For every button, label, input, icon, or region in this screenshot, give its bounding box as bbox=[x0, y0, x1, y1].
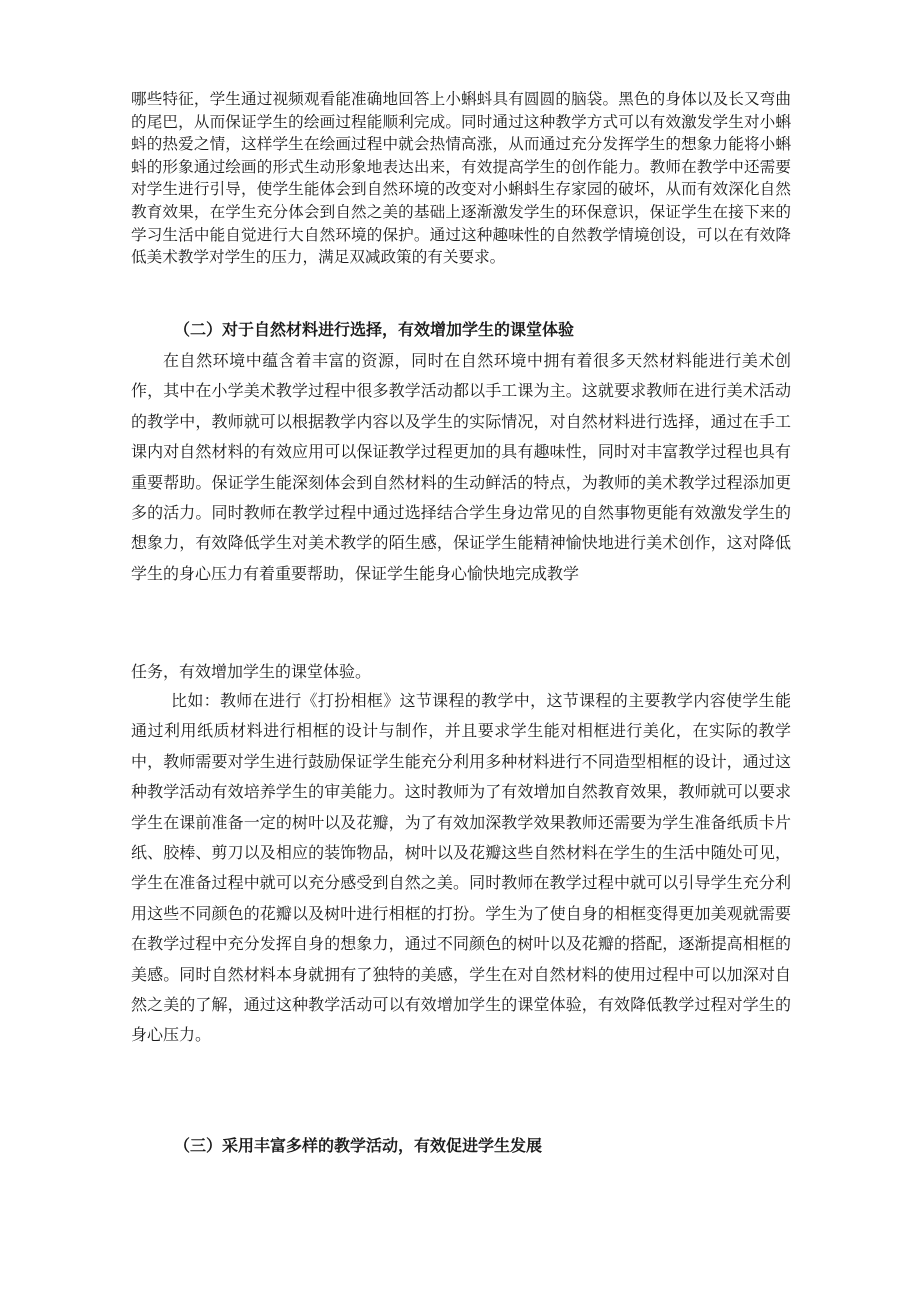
section-heading-teaching-activities: （三）采用丰富多样的教学活动，有效促进学生发展 bbox=[174, 1136, 543, 1155]
paragraph-photo-frame-example: 比如：教师在进行《打扮相框》这节课程的教学中，这节课程的主要教学内容使学生能通过利用纸质材料进行相框的设计与制作，并且要求学生能对相框进行美化，在实际的教学中，教师需要对学生进行鼓励保证学生能充分利用多种材料进行不同造型相框的设计，通过这种教学活动有效培养学生的审美能力。这时教师为了有效增加自然教育效果，教师就可以要求学生在课前准备一定的树叶以及花瓣，为了有效加深教学效果教师还需要为学生准备纸质卡片纸、胶棒、剪刀以及相应的装饰物品，树叶以及花瓣这些自然材料在学生的生活中随处可见，学生在准备过程中就可以充分感受到自然之美。同时教师在教学过程中就可以引导学生充分利用这些不同颜色的花瓣以及树叶进行相框的打扮。学生为了使自身的相框变得更加美观就需要在教学过程中充分发挥自身的想象力，通过不同颜色的树叶以及花瓣的搭配，逐渐提高相框的美感。同时自然材料本身就拥有了独特的美感，学生在对自然材料的使用过程中可以加深对自然之美的了解，通过这种教学活动可以有效增加学生的课堂体验，有效降低教学过程对学生的身心压力。 bbox=[131, 691, 791, 1045]
paragraph-natural-materials: 在自然环境中蕴含着丰富的资源，同时在自然环境中拥有着很多天然材料能进行美术创作，其中在小学美术教学过程中很多教学活动都以手工课为主。这就要求教师在进行美术活动的教学中，教师就可以根据教学内容以及学生的实际情况，对自然材料进行选择，通过在手工课内对自然材料的有效应用可以保证教学过程更加的具有趣味性，同时对丰富教学过程也具有重要帮助。保证学生能深刻体会到自然材料的生动鲜活的特点，为教师的美术教学过程添加更多的活力。同时教师在教学过程中通过选择结合学生身边常见的自然事物更能有效激发学生的想象力，有效降低学生对美术教学的陌生感，保证学生能精神愉快地进行美术创作，这对降低学生的身心压力有着重要帮助，保证学生能身心愉快地完成教学 bbox=[131, 351, 791, 583]
paragraph-tadpole-drawing: 哪些特征，学生通过视频观看能准确地回答上小蝌蚪具有圆圆的脑袋。黑色的身体以及长又弯曲的尾巴，从而保证学生的绘画过程能顺利完成。同时通过这种教学方式可以有效激发学生对小蝌蚪的热爱之情，这样学生在绘画过程中就会热情高涨，从而通过充分发挥学生的想象力能将小蝌蚪的形象通过绘画的形式生动形象地表达出来，有效提高学生的创作能力。教师在教学中还需要对学生进行引导，使学生能体会到自然环境的改变对小蝌蚪生存家园的破坏，从而有效深化自然教育效果，在学生充分体会到自然之美的基础上逐渐激发学生的环保意识，保证学生在接下来的学习生活中能自觉进行大自然环境的保护。通过这种趣味性的自然教学情境创设，可以在有效降低美术教学对学生的压力，满足双减政策的有关要求。 bbox=[131, 90, 791, 267]
paragraph-continuation: 任务，有效增加学生的课堂体验。 bbox=[131, 662, 372, 681]
section-heading-natural-materials: （二）对于自然材料进行选择，有效增加学生的课堂体验 bbox=[174, 320, 575, 339]
